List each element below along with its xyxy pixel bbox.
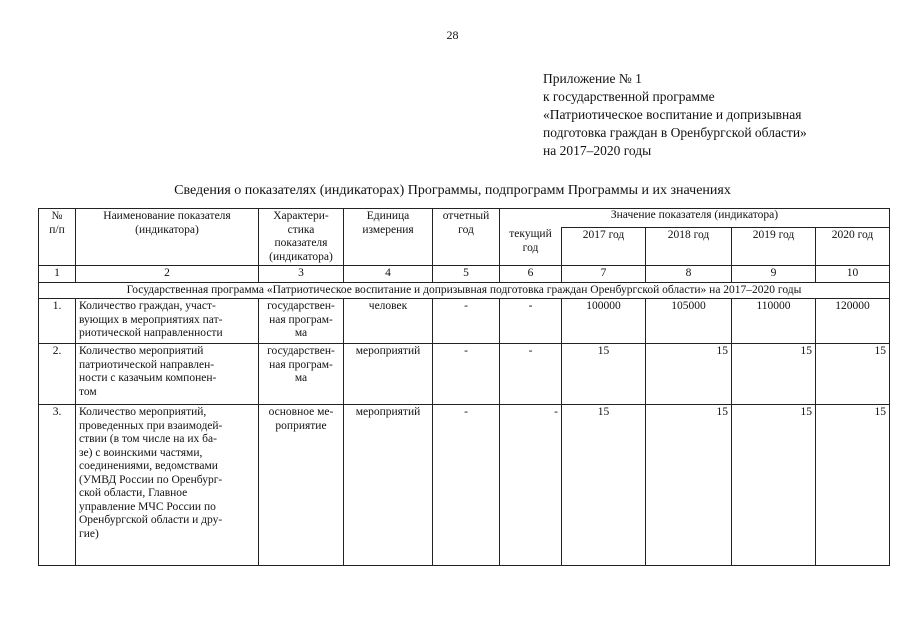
row-num: 3. [39,405,76,566]
row-indicator-name: Количество мероприятий патриотической направлен- ности с казачьим компонен- том [76,344,259,405]
appendix-line: Приложение № 1 [543,71,642,86]
appendix-line: к государственной программе [543,89,715,104]
header-unit: Единица измерения [344,209,433,266]
row-characteristic: государствен- ная програм- ма [259,299,344,344]
row-current-year: - [500,405,562,566]
column-number: 10 [816,266,890,283]
row-2017: 15 [562,405,646,566]
row-unit: мероприятий [344,405,433,566]
row-unit: человек [344,299,433,344]
row-2017: 100000 [562,299,646,344]
column-number: 7 [562,266,646,283]
column-number: 2 [76,266,259,283]
header-2017: 2017 год [562,227,646,265]
program-row [39,282,890,299]
header-values-group: Значение показателя (индикатора) [500,209,890,228]
table-row [39,405,890,566]
column-number: 4 [344,266,433,283]
row-num: 1. [39,299,76,344]
row-2019: 110000 [732,299,816,344]
column-number: 3 [259,266,344,283]
column-number: 6 [500,266,562,283]
row-characteristic: основное ме- роприятие [259,405,344,566]
row-reporting-year: - [433,405,500,566]
table-row [39,344,890,405]
appendix-line: «Патриотическое воспитание и допризывная [543,107,802,122]
document-title: Сведения о показателях (индикаторах) Программы, подпрограмм Программы и их значениях [174,183,731,198]
row-2017: 15 [562,344,646,405]
page-number: 28 [446,28,459,42]
header-name: Наименование показателя (индикатора) [76,209,259,266]
column-number: 5 [433,266,500,283]
program-title: Государственная программа «Патриотическое воспитание и допризывная подготовка граждан Оренбургской области» на 2017–2020 годы [39,282,890,299]
row-indicator-name: Количество мероприятий, проведенных при взаимодей- ствии (в том числе на их ба- зе) с воинскими частями, соединениями, ведомствами (УМВД России по Оренбург- ской области, Главное управление МЧС России по Оренбургской области и дру- гие) [76,405,259,566]
appendix-line: на 2017–2020 годы [543,143,652,158]
row-2020: 15 [816,405,890,566]
row-unit: мероприятий [344,344,433,405]
header-num: № п/п [39,209,76,266]
appendix-line: подготовка граждан в Оренбургской области» [543,125,807,140]
header-2020: 2020 год [816,227,890,265]
row-num: 2. [39,344,76,405]
column-number: 1 [39,266,76,283]
header-current-year: текущий год [500,227,562,265]
row-characteristic: государствен- ная програм- ма [259,344,344,405]
header-2019: 2019 год [732,227,816,265]
header-characteristic: Характери- стика показателя (индикатора) [259,209,344,266]
header-2018: 2018 год [646,227,732,265]
row-current-year: - [500,344,562,405]
row-indicator-name: Количество граждан, участ- вующих в мероприятиях пат- риотической направленности [76,299,259,344]
header-row [39,209,890,228]
header-reporting-year: отчетный год [433,209,500,266]
column-number: 9 [732,266,816,283]
column-number: 8 [646,266,732,283]
row-reporting-year: - [433,344,500,405]
column-number-row [39,266,890,283]
table-row [39,299,890,344]
row-2020: 15 [816,344,890,405]
row-2018: 105000 [646,299,732,344]
row-reporting-year: - [433,299,500,344]
row-2019: 15 [732,344,816,405]
row-2020: 120000 [816,299,890,344]
row-2019: 15 [732,405,816,566]
row-current-year: - [500,299,562,344]
row-2018: 15 [646,405,732,566]
appendix-block [543,70,807,160]
indicators-table [38,208,890,566]
row-2018: 15 [646,344,732,405]
